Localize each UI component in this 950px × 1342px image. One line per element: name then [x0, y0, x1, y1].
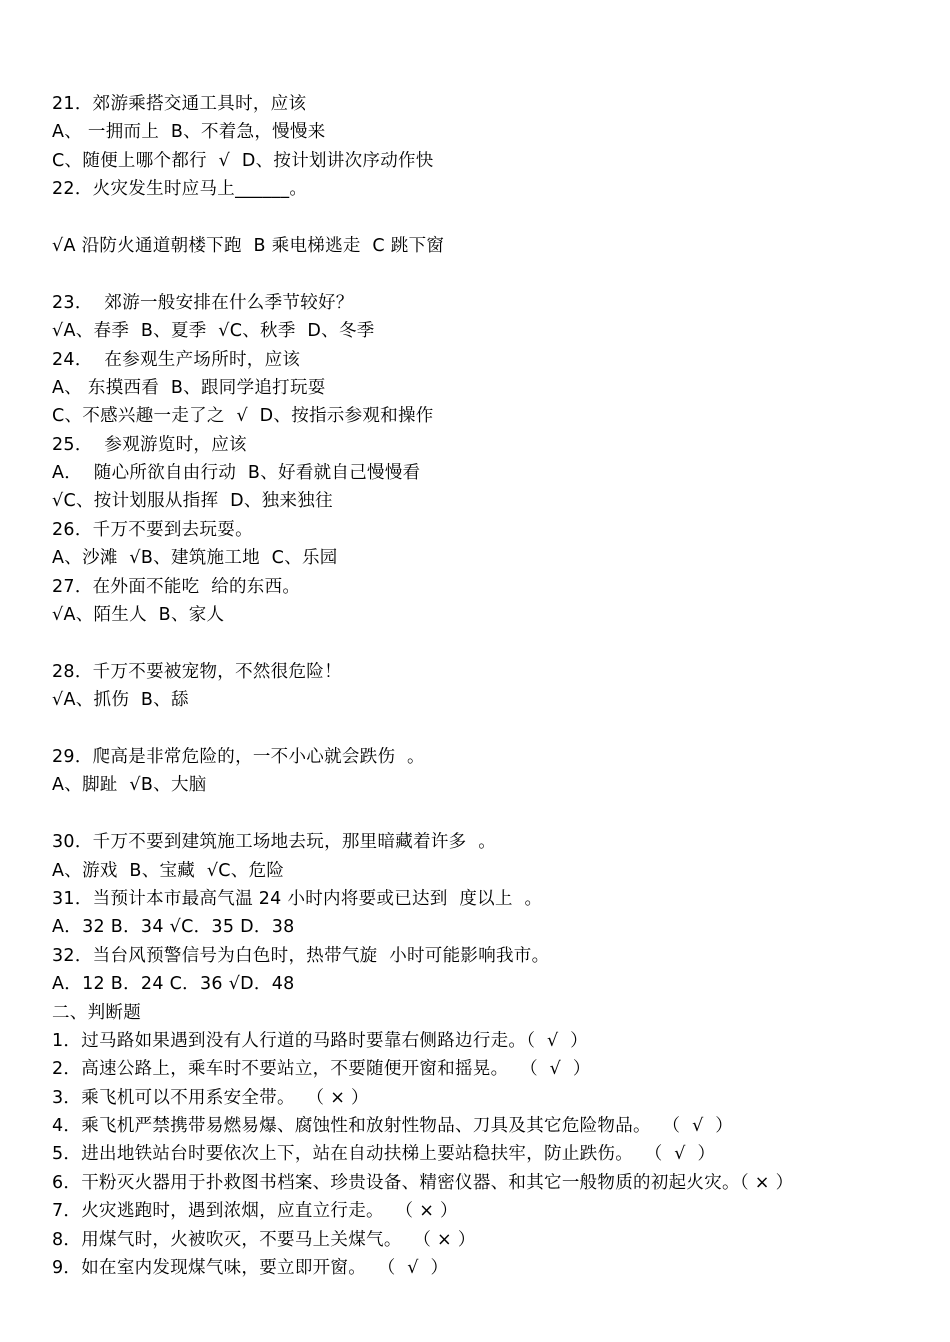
blank-line — [52, 800, 932, 828]
judgment-5: 5．进出地铁站台时要依次上下，站在自动扶梯上要站稳扶牢，防止跌伤。 （ √ ） — [52, 1144, 716, 1165]
document-page — [52, 90, 932, 1282]
question-28: 28．千万不要被宠物，不然很危险！ — [52, 661, 342, 682]
options-22: √A 沿防火通道朝楼下跑 B 乘电梯逃走 C 跳下窗 — [52, 235, 445, 256]
judgment-6: 6．干粉灭火器用于扑救图书档案、珍贵设备、精密仪器、和其它一般物质的初起火灾。（ × ） — [52, 1172, 794, 1193]
question-27: 27．在外面不能吃 给的东西。 — [52, 576, 301, 597]
judgment-4: 4．乘飞机严禁携带易燃易爆、腐蚀性和放射性物品、刀具及其它危险物品。 （ √ ） — [52, 1116, 734, 1137]
blank-line — [52, 629, 932, 657]
blank-line — [52, 204, 932, 232]
options-21-ab: A、 一拥而上 B、不着急，慢慢来 — [52, 122, 326, 143]
options-27: √A、陌生人 B、家人 — [52, 605, 225, 626]
question-22: 22．火灾发生时应马上______。 — [52, 179, 308, 200]
question-23: 23． 郊游一般安排在什么季节较好？ — [52, 292, 354, 313]
options-30: A、游戏 B、宝藏 √C、危险 — [52, 860, 285, 881]
blank-line — [52, 715, 932, 743]
question-29: 29．爬高是非常危险的，一不小心就会跌伤 。 — [52, 746, 425, 767]
question-21: 21．郊游乘搭交通工具时，应该 — [52, 94, 307, 114]
judgment-2: 2．高速公路上，乘车时不要站立，不要随便开窗和摇晃。 （ √ ） — [52, 1059, 591, 1080]
section-heading-true-false: 二、判断题 — [52, 1002, 141, 1023]
options-24-ab: A、 东摸西看 B、跟同学追打玩耍 — [52, 377, 326, 398]
options-32: A．12 B．24 C．36 √D．48 — [52, 974, 295, 995]
options-23: √A、春季 B、夏季 √C、秋季 D、冬季 — [52, 321, 375, 342]
options-24-cd: C、不感兴趣一走了之 √ D、按指示参观和操作 — [52, 406, 434, 427]
question-31: 31．当预计本市最高气温 24 小时内将要或已达到 度以上 。 — [52, 888, 543, 909]
question-30: 30．千万不要到建筑施工场地去玩，那里暗藏着许多 。 — [52, 832, 496, 853]
question-25: 25． 参观游览时，应该 — [52, 434, 247, 455]
question-32: 32．当台风预警信号为白色时，热带气旋 小时可能影响我市。 — [52, 945, 550, 966]
question-26: 26．千万不要到去玩耍。 — [52, 519, 253, 540]
options-28: √A、抓伤 B、舔 — [52, 690, 189, 711]
options-21-cd: C、随便上哪个都行 √ D、按计划讲次序动作快 — [52, 150, 434, 171]
options-26: A、沙滩 √B、建筑施工地 C、乐园 — [52, 548, 338, 569]
blank-line — [52, 260, 932, 288]
judgment-3: 3．乘飞机可以不用系安全带。 （ × ） — [52, 1087, 369, 1108]
judgment-9: 9．如在室内发现煤气味，要立即开窗。 （ √ ） — [52, 1258, 449, 1279]
judgment-8: 8．用煤气时，火被吹灭，不要马上关煤气。 （ × ） — [52, 1229, 476, 1250]
question-24: 24． 在参观生产场所时，应该 — [52, 349, 301, 370]
judgment-1: 1．过马路如果遇到没有人行道的马路时要靠右侧路边行走。（ √ ） — [52, 1030, 588, 1051]
options-25-cd: √C、按计划服从指挥 D、独来独往 — [52, 491, 333, 512]
options-31: A．32 B．34 √C．35 D．38 — [52, 917, 295, 938]
judgment-7: 7．火灾逃跑时，遇到浓烟，应直立行走。 （ × ） — [52, 1201, 458, 1222]
options-25-ab: A． 随心所欲自由行动 B、好看就自己慢慢看 — [52, 463, 421, 484]
options-29: A、脚趾 √B、大脑 — [52, 775, 207, 796]
